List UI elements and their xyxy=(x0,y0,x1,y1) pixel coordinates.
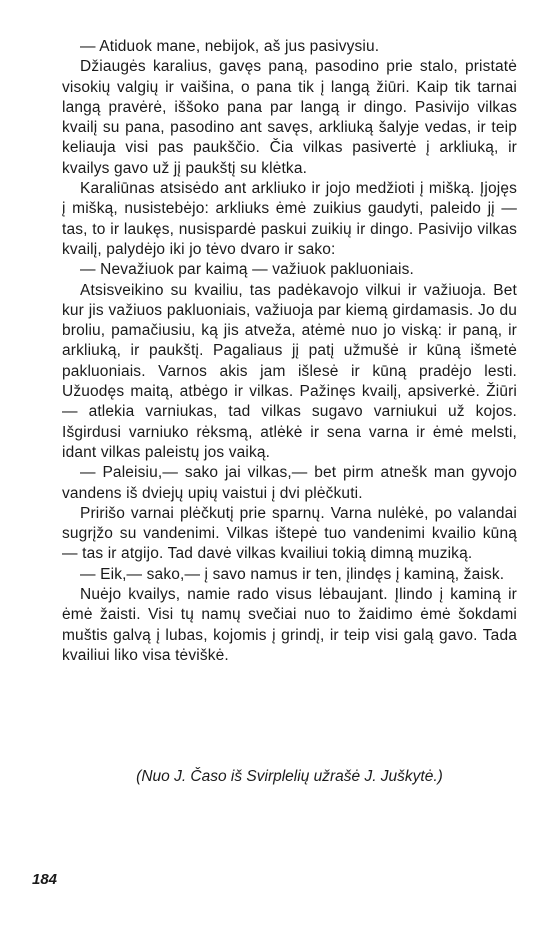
paragraph-8: — Eik,— sako,— į savo namus ir ten, įlindęs į kaminą, žaisk. xyxy=(80,565,505,583)
paragraph-2: Džiaugės karalius, gavęs paną, pasodino prie stalo, pristatė visokių valgių ir vaišina, o pana tik į langą žiūri. Kaip tik tarnai langą pravėrė, iššoko pana par langą ir dingo. Pasivijo vilkas kvailį su pana, pasodino ant savęs, arkliuką šalyje vedas, ir teip keliauja visi pas paukščio. Čia vilkas pasivertė į arkliuką, ir kvailys gavo už jį paukštį su klėtka. xyxy=(62,58,517,177)
paragraph-4: — Nevažiuok par kaimą — važiuok pakluoniais. xyxy=(80,261,414,279)
paragraph-5: Atsisveikino su kvailiu, tas padėkavojo vilkui ir važiuoja. Bet kur jis važiuos pakluoniais, važiuoja par kiemą girdamasis. Jo du broliu, pamačiusiu, ką jis atveža, atėmė nuo jo viską: ir paną, ir arkliuką, ir paukštį. Pagaliaus jį patį užmušė ir kūną išmetė pakluoniais. Varnos akis jam išlesė ir kūną pradėjo lesti. Užuodęs maitą, atbėgo ir vilkas. Pažinęs kvailį, apsiverkė. Žiūri — atlekia varniukas, tad vilkas sugavo varniukui už kojos. Išgirdusi varniuko rėksmą, atlėkė ir sena varna ir ėmė melsti, idant vilkas paleistų jos vaiką. xyxy=(62,281,517,461)
paragraph-6: — Paleisiu,— sako jai vilkas,— bet pirm atnešk man gyvojo vandens iš dviejų upių vaistui į dvi plėčkuti. xyxy=(62,464,517,502)
paragraph-9: Nuėjo kvailys, namie rado visus lėbaujant. Įlindo į kaminą ir ėmė žaisti. Visi tų namų svečiai nuo to žaidimo ėmė šokdami muštis galvą į lubas, kojomis į grindį, ir teip visi galą gavo. Tada kvailiui liko visa tėviškė. xyxy=(62,586,517,664)
paragraph-3: Karaliūnas atsisėdo ant arkliuko ir jojo medžioti į mišką. Įjojęs į mišką, nusistebėjo: arkliuks ėmė zuikius gaudyti, paleido jį — tas, to ir laukęs, nusispardė paskui zuikių ir dingo. Pasivijo vilkas kvailį, palydėjo iki jo tėvo dvaro ir sako: xyxy=(62,180,517,258)
paragraph-7: Pririšo varnai plėčkutį prie sparnų. Varna nulėkė, po valandai sugrįžo su vandenimi. Vilkas ištepė tuo vandenimi kvailio kūną — tas ir atgijo. Tad davė vilkas kvailiui tokią dimną muziką. xyxy=(62,504,517,563)
story-text xyxy=(62,37,517,666)
page-number: 184 xyxy=(32,871,58,888)
source-note: (Nuo J. Časo iš Svirplelių užrašė J. Juškytė.) xyxy=(136,768,443,785)
paragraph-1: — Atiduok mane, nebijok, aš jus pasivysiu. xyxy=(80,38,380,55)
